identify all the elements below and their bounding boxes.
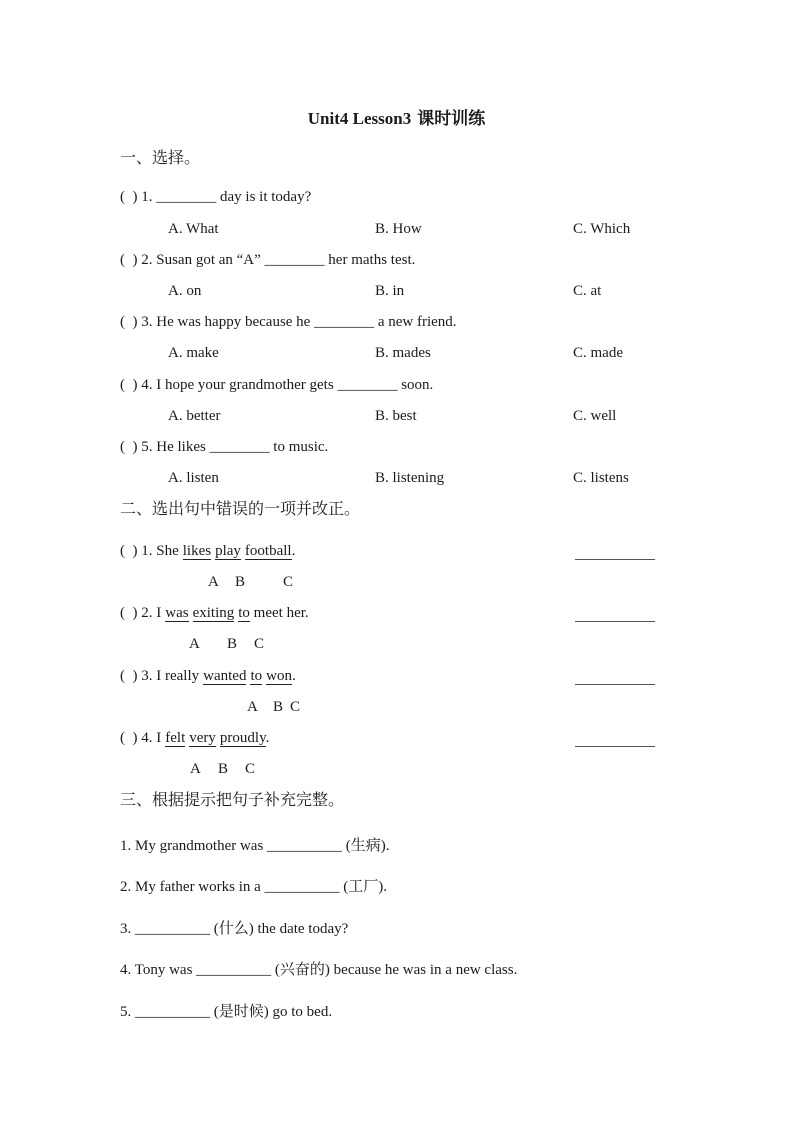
underlined-word-b: play bbox=[215, 543, 241, 559]
section2-heading: 二、选出句中错误的一项并改正。 bbox=[120, 501, 361, 518]
section3-item-1: 1. My grandmother was __________ (生病). bbox=[120, 838, 390, 854]
underlined-word-a: likes bbox=[182, 543, 212, 559]
sentence-prefix: ( ) 3. I really bbox=[120, 668, 200, 684]
underlined-word-c: won bbox=[266, 668, 292, 684]
section3-heading: 三、根据提示把句子补充完整。 bbox=[120, 792, 345, 809]
option-a: A. make bbox=[168, 345, 219, 361]
worksheet-content bbox=[120, 0, 676, 1122]
option-c: C. Which bbox=[573, 221, 631, 237]
option-b: B. How bbox=[375, 221, 422, 237]
section3-item-4: 4. Tony was __________ (兴奋的) because he was in a new class. bbox=[120, 962, 518, 978]
section2-q3-sentence bbox=[120, 667, 676, 685]
underlined-word-b: exiting bbox=[192, 605, 235, 621]
label-c: C bbox=[283, 574, 294, 590]
label-c: C bbox=[290, 699, 301, 715]
label-c: C bbox=[245, 761, 256, 777]
option-b: B. listening bbox=[375, 470, 445, 486]
sentence-suffix: meet her. bbox=[249, 605, 309, 621]
label-a: A bbox=[247, 699, 258, 715]
section1-q2-stem: ( ) 2. Susan got an “A” ________ her maths test. bbox=[120, 252, 416, 268]
sentence-suffix: . bbox=[265, 730, 270, 746]
underlined-word-a: was bbox=[165, 605, 189, 621]
answer-blank-line bbox=[575, 542, 655, 560]
underlined-word-b: very bbox=[189, 730, 216, 746]
section3-item-5: 5. __________ (是时候) go to bed. bbox=[120, 1004, 333, 1020]
label-a: A bbox=[208, 574, 219, 590]
answer-blank-line bbox=[575, 729, 655, 747]
sentence-prefix: ( ) 4. I bbox=[120, 730, 162, 746]
option-c: C. listens bbox=[573, 470, 629, 486]
option-b: B. in bbox=[375, 283, 405, 299]
label-c: C bbox=[254, 636, 265, 652]
option-c: C. at bbox=[573, 283, 602, 299]
underlined-word-c: football bbox=[244, 543, 292, 559]
option-c: C. made bbox=[573, 345, 623, 361]
section2-q1-sentence bbox=[120, 542, 676, 560]
option-a: A. What bbox=[168, 221, 219, 237]
option-b: B. mades bbox=[375, 345, 431, 361]
option-a: A. better bbox=[168, 408, 221, 424]
page-title-chinese: 课时训练 bbox=[417, 109, 486, 128]
sentence-suffix: . bbox=[291, 668, 296, 684]
label-b: B bbox=[235, 574, 246, 590]
label-b: B bbox=[273, 699, 284, 715]
sentence-prefix: ( ) 1. She bbox=[120, 543, 179, 559]
underlined-word-a: felt bbox=[165, 730, 186, 746]
section2-q4-sentence bbox=[120, 729, 676, 747]
sentence-suffix: . bbox=[291, 543, 296, 559]
option-a: A. on bbox=[168, 283, 202, 299]
label-a: A bbox=[189, 636, 200, 652]
label-b: B bbox=[218, 761, 229, 777]
underlined-word-c: to bbox=[238, 605, 250, 621]
label-a: A bbox=[190, 761, 201, 777]
answer-blank-line bbox=[575, 667, 655, 685]
section2-q2-sentence bbox=[120, 604, 676, 622]
section3-item-3: 3. __________ (什么) the date today? bbox=[120, 921, 349, 937]
section1-q3-stem: ( ) 3. He was happy because he ________ a new friend. bbox=[120, 314, 457, 330]
label-b: B bbox=[227, 636, 238, 652]
sentence-prefix: ( ) 2. I bbox=[120, 605, 162, 621]
underlined-word-b: to bbox=[250, 668, 263, 684]
option-b: B. best bbox=[375, 408, 417, 424]
page-title-english: Unit4 Lesson3 bbox=[307, 109, 412, 128]
section1-q4-stem: ( ) 4. I hope your grandmother gets ________ soon. bbox=[120, 377, 434, 393]
option-c: C. well bbox=[573, 408, 617, 424]
answer-blank-line bbox=[575, 604, 655, 622]
underlined-word-c: proudly bbox=[219, 730, 266, 746]
section1-q5-stem: ( ) 5. He likes ________ to music. bbox=[120, 439, 329, 455]
section1-heading: 一、选择。 bbox=[120, 150, 201, 167]
section1-q1-stem: ( ) 1. ________ day is it today? bbox=[120, 189, 312, 205]
option-a: A. listen bbox=[168, 470, 219, 486]
section3-item-2: 2. My father works in a __________ (工厂). bbox=[120, 879, 388, 895]
underlined-word-a: wanted bbox=[203, 668, 247, 684]
